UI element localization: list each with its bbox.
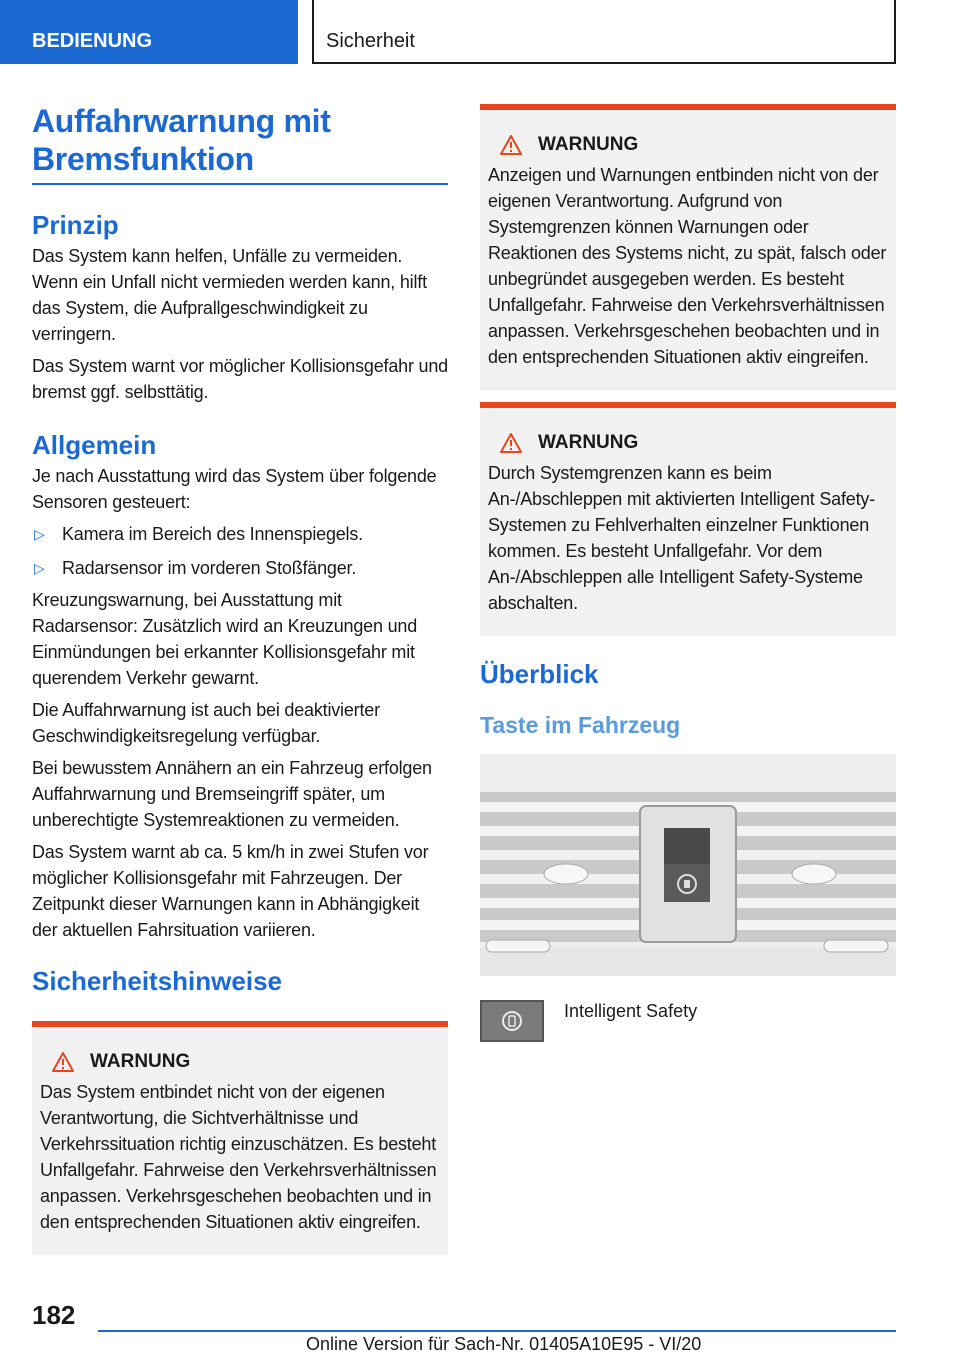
warning-box <box>480 402 896 636</box>
warning-box <box>32 1021 448 1255</box>
paragraph: Bei bewusstem Annähern an ein Fahrzeug erfolgen Auffahrwarnung und Bremseingriff später, um unberechtigte Systemreaktionen zu vermeiden. <box>32 758 432 830</box>
warning-text: Anzeigen und Warnungen entbinden nicht von der eigenen Verantwortung. Aufgrund von Systemgrenzen können Warnungen oder Reaktionen des Systems nicht, zu spät, falsch oder unbegründet ausgegeben werden. Es besteht Unfallgefahr. Fahrweise den Verkehrsverhältnissen anpassen. Verkehrsgeschehen beobachten und in den entsprechenden Situationen aktiv eingreifen. <box>488 165 887 367</box>
chapter-tab[interactable]: Sicherheit <box>312 0 896 64</box>
icon-label: Intelligent Safety <box>564 1001 698 1021</box>
section-tab[interactable]: BEDIENUNG <box>0 0 298 64</box>
left-column <box>32 102 448 1255</box>
footer-divider <box>98 1330 896 1332</box>
warning-label: WARNUNG <box>538 134 639 155</box>
air-vent-illustration <box>480 754 896 976</box>
warning-label: WARNUNG <box>90 1051 191 1072</box>
list-item: ▷ Radarsensor im vorderen Stoßfänger. <box>32 555 448 581</box>
triangle-bullet-icon: ▷ <box>34 560 45 576</box>
warning-text: Durch Systemgrenzen kann es beim An-/Abschleppen mit aktivierten Intelligent Safety-Systemen zu Fehlverhalten einzelner Funktionen kommen. Es besteht Unfallgefahr. Vor dem An-/Abschleppen alle Intelligent Safety-Systeme abschalten. <box>488 463 876 613</box>
warning-triangle-icon <box>52 1052 74 1072</box>
list-item: ▷ Kamera im Bereich des Innenspiegels. <box>32 521 448 547</box>
warning-header <box>40 1049 440 1075</box>
warning-label: WARNUNG <box>538 432 639 453</box>
page-number: 182 <box>32 1300 76 1330</box>
paragraph: Die Auffahrwarnung ist auch bei deaktivierter Geschwindigkeitsregelung verfügbar. <box>32 700 380 746</box>
intelligent-safety-button-icon <box>480 1000 544 1042</box>
heading-ueberblick: Überblick <box>480 659 599 689</box>
paragraph: Das System kann helfen, Unfälle zu vermeiden. Wenn ein Unfall nicht vermieden werden kann, hilft das System, die Aufprallgeschwindigkeit zu verringern. <box>32 246 427 344</box>
page-title-line2: Bremsfunktion <box>32 141 254 177</box>
paragraph: Kreuzungswarnung, bei Ausstattung mit Radarsensor: Zusätzlich wird an Kreuzungen und Einmündungen bei erkannter Kollisionsgefahr mit querendem Verkehr gewarnt. <box>32 590 418 688</box>
warning-header <box>488 132 888 158</box>
paragraph: Das System warnt ab ca. 5 km/h in zwei Stufen vor möglicher Kollisionsgefahr mit Fahrzeugen. Der Zeitpunkt dieser Warnungen kann in Abhängigkeit der aktuellen Fahrsituation variieren. <box>32 842 429 940</box>
paragraph: Je nach Ausstattung wird das System über folgende Sensoren gesteuert: <box>32 466 437 512</box>
warning-triangle-icon <box>500 433 522 453</box>
safety-symbol-icon <box>500 1009 524 1033</box>
sensor-list <box>32 521 448 581</box>
heading-prinzip: Prinzip <box>32 210 119 240</box>
heading-sicherheitshinweise: Sicherheitshinweise <box>32 966 282 996</box>
warning-box <box>480 104 896 390</box>
icon-legend-row <box>480 1000 896 1042</box>
page-title-line1: Auffahrwarnung mit <box>32 103 331 139</box>
page-title <box>32 102 448 178</box>
triangle-bullet-icon: ▷ <box>34 526 45 542</box>
title-divider <box>32 183 448 185</box>
warning-text: Das System entbindet nicht von der eigenen Verantwortung, die Sichtverhältnisse und Verkehrssituation richtig einzuschätzen. Es besteht Unfallgefahr. Fahrweise den Verkehrsverhältnissen anpassen. Verkehrsgeschehen beobachten und in den entsprechenden Situationen aktiv eingreifen. <box>40 1082 437 1232</box>
heading-taste-im-fahrzeug: Taste im Fahrzeug <box>480 712 681 738</box>
right-column <box>480 104 896 1042</box>
footer-online-version-link[interactable]: Online Version für Sach-Nr. 01405A10E95 - VI/20 <box>306 1334 702 1354</box>
vehicle-button-photo <box>480 754 896 976</box>
heading-allgemein: Allgemein <box>32 430 157 460</box>
warning-header <box>488 430 888 456</box>
warning-triangle-icon <box>500 135 522 155</box>
paragraph: Das System warnt vor möglicher Kollisionsgefahr und bremst ggf. selbsttätig. <box>32 356 448 402</box>
